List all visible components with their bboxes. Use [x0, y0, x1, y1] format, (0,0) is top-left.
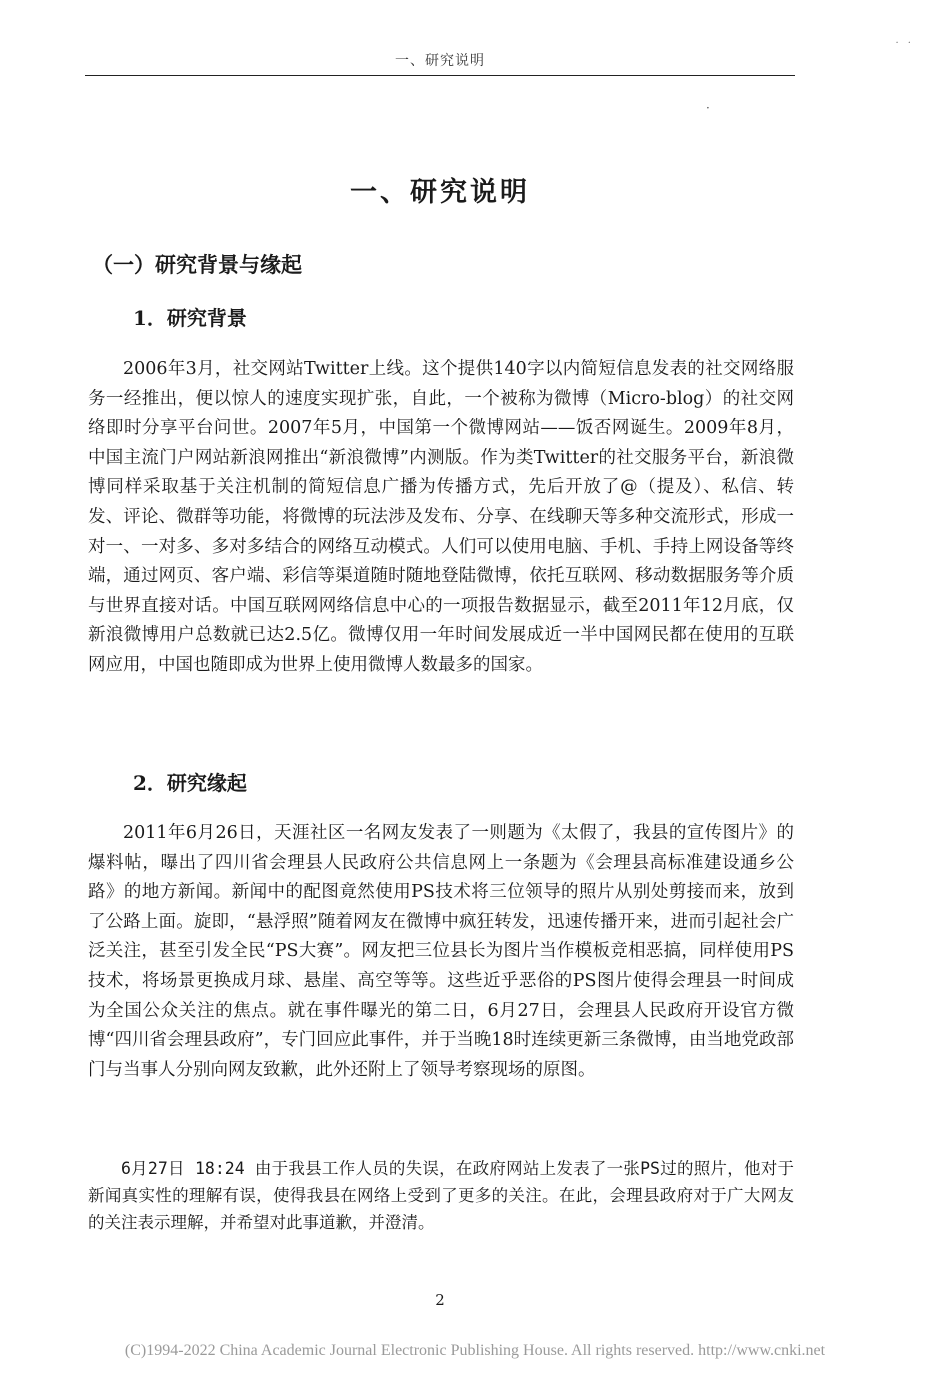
section-title: （一）研究背景与缘起 [92, 252, 302, 277]
corner-marks: · · [895, 38, 914, 49]
stray-mark: · [706, 101, 710, 115]
subsection-title-origin: 2．研究缘起 [133, 771, 247, 795]
page-number: 2 [435, 1291, 445, 1309]
header-rule [85, 75, 795, 76]
chapter-title: 一、研究说明 [350, 177, 530, 208]
running-header: 一、研究说明 [395, 53, 485, 69]
subsection-title-background: 1．研究背景 [133, 306, 247, 330]
paragraph-origin: 2011年6月26日，天涯社区一名网友发表了一则题为《太假了，我县的宣传图片》的爆料帖，曝出了四川省会理县人民政府公共信息网上一条题为《会理县高标准建设通乡公路》的地方新闻。新闻中的配图竟然使用PS技术将三位领导的照片从别处剪接而来，放到了公路上面。旋即，“悬浮照”随着网友在微博中疯狂转发，迅速传播开来，进而引起社会广泛关注，甚至引发全民“PS大赛”。网友把三位县长为图片当作模板竞相恶搞，同样使用PS技术，将场景更换成月球、悬崖、高空等等。这些近乎恶俗的PS图片使得会理县一时间成为全国公众关注的焦点。就在事件曝光的第二日，6月27日，会理县人民政府开设官方微博“四川省会理县政府”，专门回应此事件，并于当晚18时连续更新三条微博，由当地党政部门与当事人分别向网友致歉，此外还附上了领导考察现场的原图。 [88, 823, 794, 1080]
footer-copyright: (C)1994-2022 China Academic Journal Electronic Publishing House. All rights reserved. http://www.cnki.net [124, 1342, 826, 1359]
paragraph-background: 2006年3月，社交网站Twitter上线。这个提供140字以内简短信息发表的社交网络服务一经推出，便以惊人的速度实现扩张，自此，一个被称为微博（Micro-blog）的社交网络即时分享平台问世。2007年5月，中国第一个微博网站——饭否网诞生。2009年8月，中国主流门户网站新浪网推出“新浪微博”内测版。作为类Twitter的社交服务平台，新浪微博同样采取基于关注机制的简短信息广播为传播方式，先后开放了@（提及）、私信、转发、评论、微群等功能，将微博的玩法涉及发布、分享、在线聊天等多种交流形式，形成一对一、一对多、多对多结合的网络互动模式。人们可以使用电脑、手机、手持上网设备等终端，通过网页、客户端、彩信等渠道随时随地登陆微博，依托互联网、移动数据服务等介质与世界直接对话。中国互联网网络信息中心的一项报告数据显示，截至2011年12月底，仅新浪微博用户总数就已达2.5亿。微博仅用一年时间发展成近一半中国网民都在使用的互联网应用，中国也随即成为世界上使用微博人数最多的国家。 [88, 359, 794, 675]
weibo-quote: 6月27日 18:24 由于我县工作人员的失误，在政府网站上发表了一张PS过的照片，他对于新闻真实性的理解有误，使得我县在网络上受到了更多的关注。在此，会理县政府对于广大网友的关注表示理解，并希望对此事道歉，并澄清。 [88, 1159, 794, 1232]
